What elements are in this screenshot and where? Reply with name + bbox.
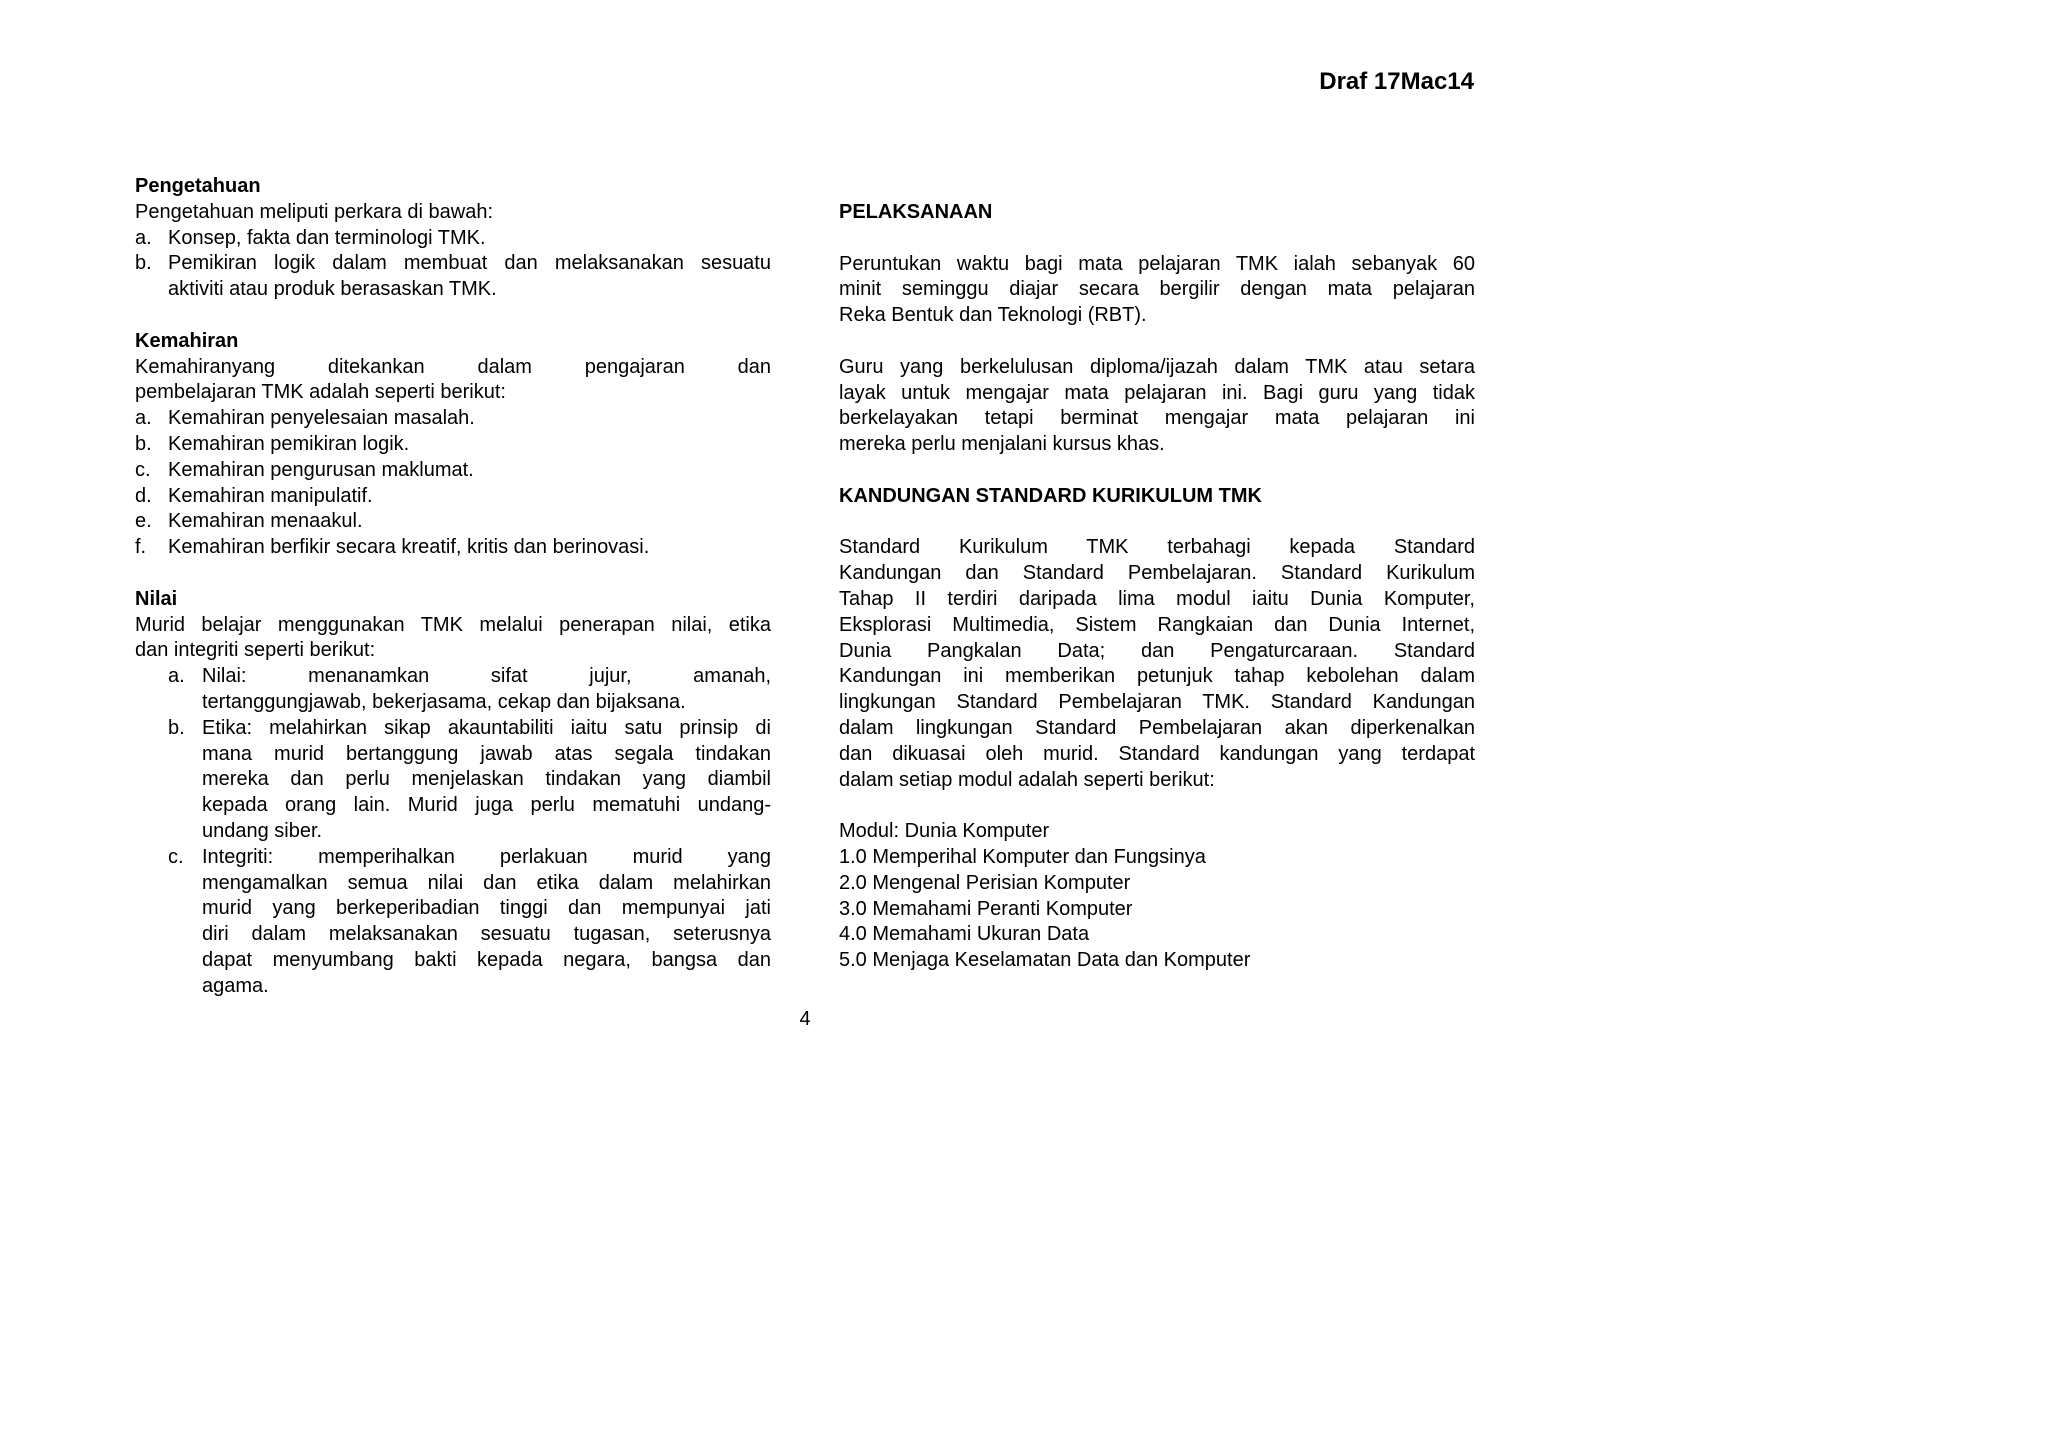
kemahiran-intro-line: Kemahiranyang ditekankan dalam pengajaran dan bbox=[135, 355, 771, 378]
section-kemahiran bbox=[135, 329, 771, 561]
list-item-line: mana murid bertanggung jawab atas segala tindakan bbox=[202, 742, 771, 765]
paragraph-line: mereka perlu menjalani kursus khas. bbox=[839, 433, 1165, 456]
modul-title: Modul: Dunia Komputer bbox=[839, 820, 1050, 843]
list-item-line: murid yang berkeperibadian tinggi dan mempunyai jati bbox=[202, 897, 771, 920]
paragraph-line: Tahap II terdiri daripada lima modul iaitu Dunia Komputer, bbox=[839, 587, 1475, 610]
list-item-text: Kemahiran berfikir secara kreatif, kritis dan berinovasi. bbox=[168, 536, 650, 559]
list-item-line: mereka dan perlu menjelaskan tindakan yang diambil bbox=[202, 768, 771, 791]
list-marker: b. bbox=[135, 252, 152, 275]
pelaksanaan-paragraph-2 bbox=[839, 355, 1475, 458]
list-item-line: kepada orang lain. Murid juga perlu mematuhi undang- bbox=[202, 794, 771, 817]
left-column bbox=[135, 174, 771, 1000]
list-item bbox=[135, 509, 771, 535]
modul-item: 4.0 Memahami Ukuran Data bbox=[839, 923, 1090, 946]
list-marker: f. bbox=[135, 536, 147, 559]
list-item bbox=[135, 406, 771, 432]
draft-label: Draf 17Mac14 bbox=[1319, 68, 1474, 95]
list-item-text: Kemahiran manipulatif. bbox=[168, 484, 373, 507]
kandungan-paragraph bbox=[839, 535, 1475, 793]
paragraph-line: minit seminggu diajar secara bergilir dengan mata pelajaran bbox=[839, 278, 1475, 301]
list-item bbox=[168, 716, 771, 845]
paragraph-line: dan dikuasai oleh murid. Standard kandungan yang terdapat bbox=[839, 742, 1475, 765]
section-modul bbox=[839, 819, 1475, 974]
paragraph-line: berkelayakan tetapi berminat mengajar mata pelajaran ini bbox=[839, 407, 1475, 430]
section-pelaksanaan bbox=[839, 200, 1475, 458]
right-column bbox=[839, 200, 1475, 974]
list-item-line: tertanggungjawab, bekerjasama, cekap dan bijaksana. bbox=[202, 690, 686, 713]
paragraph-line: Guru yang berkelulusan diploma/ijazah dalam TMK atau setara bbox=[839, 355, 1475, 378]
list-item-text: Kemahiran menaakul. bbox=[168, 510, 363, 533]
list-item bbox=[135, 458, 771, 484]
list-marker: a. bbox=[135, 226, 152, 249]
paragraph-line: Kandungan ini memberikan petunjuk tahap kebolehan dalam bbox=[839, 665, 1475, 688]
list-item-line: diri dalam melaksanakan sesuatu tugasan, seterusnya bbox=[202, 923, 771, 946]
list-item bbox=[168, 845, 771, 1000]
list-item-line: mengamalkan semua nilai dan etika dalam melahirkan bbox=[202, 871, 771, 894]
list-marker: c. bbox=[135, 458, 151, 481]
paragraph-line: Reka Bentuk dan Teknologi (RBT). bbox=[839, 304, 1147, 327]
heading-nilai: Nilai bbox=[135, 587, 178, 610]
list-marker: a. bbox=[135, 407, 152, 430]
list-marker: a. bbox=[168, 665, 185, 688]
modul-item: 1.0 Memperihal Komputer dan Fungsinya bbox=[839, 845, 1206, 868]
list-item bbox=[135, 535, 771, 561]
paragraph-line: dalam setiap modul adalah seperti berikut: bbox=[839, 768, 1215, 791]
heading-pelaksanaan: PELAKSANAAN bbox=[839, 201, 993, 223]
paragraph-line: Kandungan dan Standard Pembelajaran. Standard Kurikulum bbox=[839, 562, 1475, 585]
list-item-text: Kemahiran penyelesaian masalah. bbox=[168, 407, 475, 430]
paragraph-line: Dunia Pangkalan Data; dan Pengaturcaraan. Standard bbox=[839, 639, 1475, 662]
list-item-line: Etika: melahirkan sikap akauntabiliti iaitu satu prinsip di bbox=[202, 716, 771, 739]
nilai-intro-line: dan integriti seperti berikut: bbox=[135, 639, 376, 662]
modul-item: 3.0 Memahami Peranti Komputer bbox=[839, 897, 1133, 920]
heading-pengetahuan: Pengetahuan bbox=[135, 175, 261, 197]
modul-item: 2.0 Mengenal Perisian Komputer bbox=[839, 871, 1131, 894]
list-marker: b. bbox=[135, 432, 152, 455]
list-item bbox=[135, 226, 771, 252]
list-item-text: Pemikiran logik dalam membuat dan melaksanakan sesuatu bbox=[168, 252, 771, 275]
list-item bbox=[168, 664, 771, 716]
list-item bbox=[135, 484, 771, 510]
paragraph-line: layak untuk mengajar mata pelajaran ini. Bagi guru yang tidak bbox=[839, 381, 1475, 404]
section-nilai bbox=[135, 587, 771, 1000]
paragraph-line: Standard Kurikulum TMK terbahagi kepada Standard bbox=[839, 536, 1475, 559]
paragraph-line: Peruntukan waktu bagi mata pelajaran TMK ialah sebanyak 60 bbox=[839, 252, 1475, 275]
section-kandungan bbox=[839, 484, 1475, 794]
list-marker: e. bbox=[135, 510, 152, 533]
list-item-line: Nilai: menanamkan sifat jujur, amanah, bbox=[202, 665, 771, 688]
list-item-text: Kemahiran pemikiran logik. bbox=[168, 432, 410, 455]
list-item-line: dapat menyumbang bakti kepada negara, bangsa dan bbox=[202, 948, 771, 971]
nilai-intro-line: Murid belajar menggunakan TMK melalui penerapan nilai, etika bbox=[135, 613, 771, 636]
heading-kemahiran: Kemahiran bbox=[135, 329, 239, 352]
kemahiran-intro-line: pembelajaran TMK adalah seperti berikut: bbox=[135, 381, 506, 404]
modul-item: 5.0 Menjaga Keselamatan Data dan Komputer bbox=[839, 949, 1251, 972]
nilai-list bbox=[135, 664, 771, 999]
paragraph-line: Eksplorasi Multimedia, Sistem Rangkaian dan Dunia Internet, bbox=[839, 613, 1475, 636]
list-marker: c. bbox=[168, 845, 184, 868]
list-marker: b. bbox=[168, 716, 185, 739]
list-item-text: Konsep, fakta dan terminologi TMK. bbox=[168, 226, 486, 249]
page-number: 4 bbox=[799, 1008, 811, 1030]
heading-kandungan: KANDUNGAN STANDARD KURIKULUM TMK bbox=[839, 484, 1262, 507]
section-pengetahuan bbox=[135, 174, 771, 303]
list-item-line: Integriti: memperihalkan perlakuan murid yang bbox=[202, 845, 771, 868]
kemahiran-list bbox=[135, 406, 771, 561]
list-item-text: Kemahiran pengurusan maklumat. bbox=[168, 458, 474, 481]
pengetahuan-intro: Pengetahuan meliputi perkara di bawah: bbox=[135, 200, 494, 223]
pengetahuan-list bbox=[135, 226, 771, 303]
pelaksanaan-paragraph-1 bbox=[839, 252, 1475, 329]
list-item-text: aktiviti atau produk berasaskan TMK. bbox=[168, 278, 497, 301]
list-item bbox=[135, 432, 771, 458]
list-item bbox=[135, 251, 771, 303]
paragraph-line: dalam lingkungan Standard Pembelajaran akan diperkenalkan bbox=[839, 716, 1475, 739]
paragraph-line: lingkungan Standard Pembelajaran TMK. Standard Kandungan bbox=[839, 691, 1475, 714]
list-marker: d. bbox=[135, 484, 152, 507]
list-item-line: undang siber. bbox=[202, 819, 323, 842]
list-item-line: agama. bbox=[202, 974, 269, 997]
